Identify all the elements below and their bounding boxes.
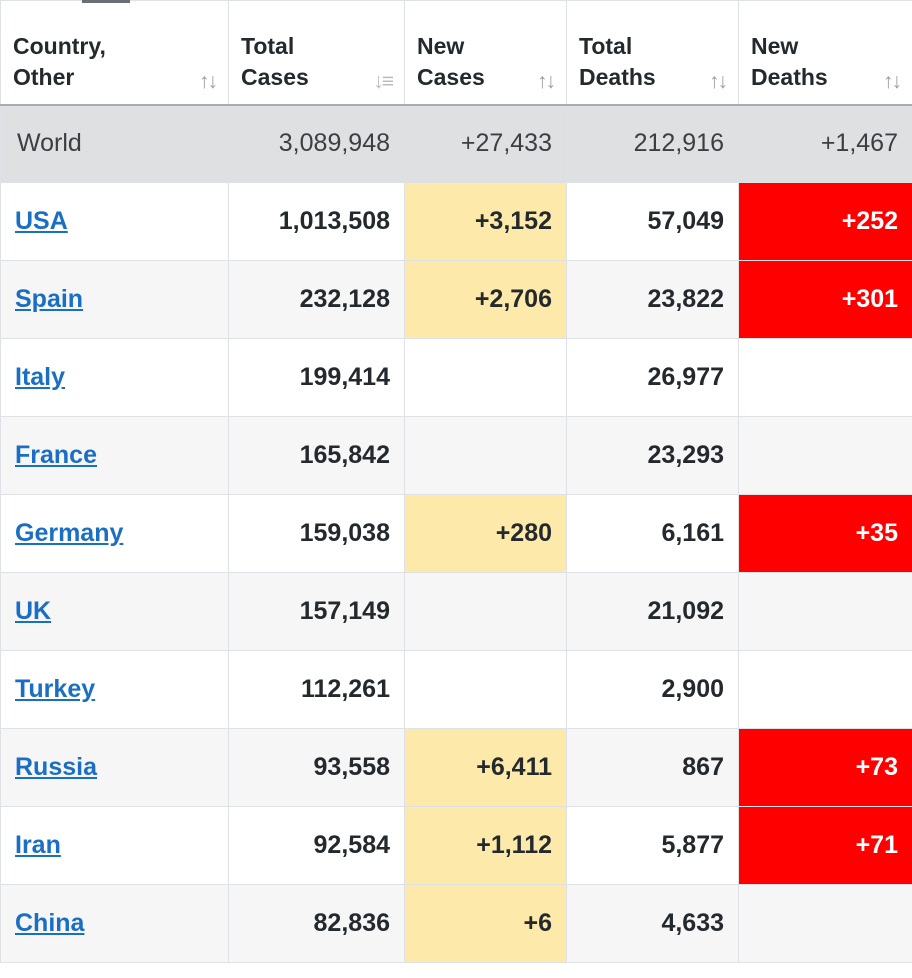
- cell-new-deaths: +35: [739, 495, 912, 573]
- country-link[interactable]: Spain: [15, 285, 84, 313]
- cell-country: [1, 417, 229, 495]
- cell-new-deaths: [739, 573, 912, 651]
- cell-new-deaths: [739, 417, 912, 495]
- cell-total-deaths: 57,049: [567, 183, 739, 261]
- cell-total-deaths: 2,900: [567, 651, 739, 729]
- cell-total-cases: 159,038: [229, 495, 405, 573]
- cell-country: [1, 807, 229, 885]
- column-header-country[interactable]: [1, 1, 229, 105]
- cell-total-deaths: 212,916: [567, 105, 739, 183]
- cell-new-deaths: +301: [739, 261, 912, 339]
- column-header-total-deaths[interactable]: [567, 1, 739, 105]
- cell-total-deaths: 21,092: [567, 573, 739, 651]
- column-header-total-cases[interactable]: [229, 1, 405, 105]
- column-header-new-cases-line1: New: [417, 33, 465, 60]
- table-header: [1, 1, 912, 105]
- cell-new-cases: +6: [405, 885, 567, 963]
- sort-both-icon[interactable]: ↑↓: [883, 69, 900, 93]
- cell-new-cases: [405, 651, 567, 729]
- cell-new-cases: [405, 573, 567, 651]
- column-header-country-line2: Other: [13, 64, 75, 91]
- cell-total-cases: 82,836: [229, 885, 405, 963]
- cell-total-cases: 3,089,948: [229, 105, 405, 183]
- table-header-row: [1, 1, 912, 105]
- cell-total-cases: 112,261: [229, 651, 405, 729]
- country-link[interactable]: France: [15, 441, 97, 469]
- cell-new-deaths: [739, 651, 912, 729]
- cell-total-cases: 157,149: [229, 573, 405, 651]
- sort-both-icon[interactable]: ↑↓: [199, 69, 216, 93]
- cell-country: [1, 573, 229, 651]
- table-row: [1, 339, 912, 417]
- country-link[interactable]: Germany: [15, 519, 124, 547]
- cell-country: [1, 339, 229, 417]
- cell-new-cases: +1,112: [405, 807, 567, 885]
- cell-new-cases: [405, 417, 567, 495]
- cell-total-deaths: 6,161: [567, 495, 739, 573]
- cell-total-deaths: 26,977: [567, 339, 739, 417]
- cell-total-deaths: 5,877: [567, 807, 739, 885]
- cell-new-deaths: +1,467: [739, 105, 912, 183]
- column-header-total-cases-line1: Total: [241, 33, 295, 60]
- column-header-new-deaths-line2: Deaths: [751, 64, 828, 91]
- cell-total-cases: 165,842: [229, 417, 405, 495]
- table-row: [1, 417, 912, 495]
- cell-new-deaths: [739, 885, 912, 963]
- column-header-total-deaths-line1: Total: [579, 33, 633, 60]
- cell-total-cases: 1,013,508: [229, 183, 405, 261]
- cell-country: [1, 885, 229, 963]
- cell-country: [1, 495, 229, 573]
- country-link[interactable]: Italy: [15, 363, 66, 391]
- cell-country: [1, 105, 229, 183]
- cell-total-cases: 232,128: [229, 261, 405, 339]
- country-link[interactable]: UK: [15, 597, 52, 625]
- cell-new-deaths: [739, 339, 912, 417]
- table-row: [1, 183, 912, 261]
- cell-total-cases: 92,584: [229, 807, 405, 885]
- column-header-country-line1: Country,: [13, 33, 106, 60]
- table-row: [1, 573, 912, 651]
- cell-country: [1, 261, 229, 339]
- table-body: [1, 105, 912, 963]
- table-row: [1, 807, 912, 885]
- cell-new-cases: +27,433: [405, 105, 567, 183]
- cell-total-deaths: 23,293: [567, 417, 739, 495]
- table-row: [1, 495, 912, 573]
- table-row: [1, 651, 912, 729]
- sort-both-icon[interactable]: ↑↓: [709, 69, 726, 93]
- cell-new-deaths: +252: [739, 183, 912, 261]
- country-link[interactable]: China: [15, 909, 85, 937]
- column-resize-indicator: [82, 0, 130, 3]
- cell-new-cases: +2,706: [405, 261, 567, 339]
- column-header-new-cases[interactable]: [405, 1, 567, 105]
- cell-new-cases: +280: [405, 495, 567, 573]
- country-link[interactable]: Iran: [15, 831, 61, 859]
- table-row: [1, 261, 912, 339]
- cell-country: [1, 651, 229, 729]
- table-row-world: [1, 105, 912, 183]
- cell-total-deaths: 4,633: [567, 885, 739, 963]
- country-link[interactable]: Russia: [15, 753, 97, 781]
- table-row: [1, 729, 912, 807]
- cell-new-cases: +6,411: [405, 729, 567, 807]
- sort-descending-icon[interactable]: ↓≡: [373, 69, 392, 93]
- cell-total-deaths: 23,822: [567, 261, 739, 339]
- column-header-total-cases-line2: Cases: [241, 64, 309, 91]
- cell-new-cases: [405, 339, 567, 417]
- column-header-new-deaths[interactable]: [739, 1, 912, 105]
- cell-new-deaths: +71: [739, 807, 912, 885]
- country-label: World: [17, 129, 82, 158]
- table-row: [1, 885, 912, 963]
- cell-country: [1, 183, 229, 261]
- sort-both-icon[interactable]: ↑↓: [537, 69, 554, 93]
- country-link[interactable]: USA: [15, 207, 68, 235]
- column-header-total-deaths-line2: Deaths: [579, 64, 656, 91]
- cell-new-cases: +3,152: [405, 183, 567, 261]
- column-header-new-cases-line2: Cases: [417, 64, 485, 91]
- cell-total-cases: 93,558: [229, 729, 405, 807]
- cell-country: [1, 729, 229, 807]
- country-link[interactable]: Turkey: [15, 675, 96, 703]
- column-header-new-deaths-line1: New: [751, 33, 799, 60]
- cell-total-deaths: 867: [567, 729, 739, 807]
- cell-new-deaths: +73: [739, 729, 912, 807]
- cell-total-cases: 199,414: [229, 339, 405, 417]
